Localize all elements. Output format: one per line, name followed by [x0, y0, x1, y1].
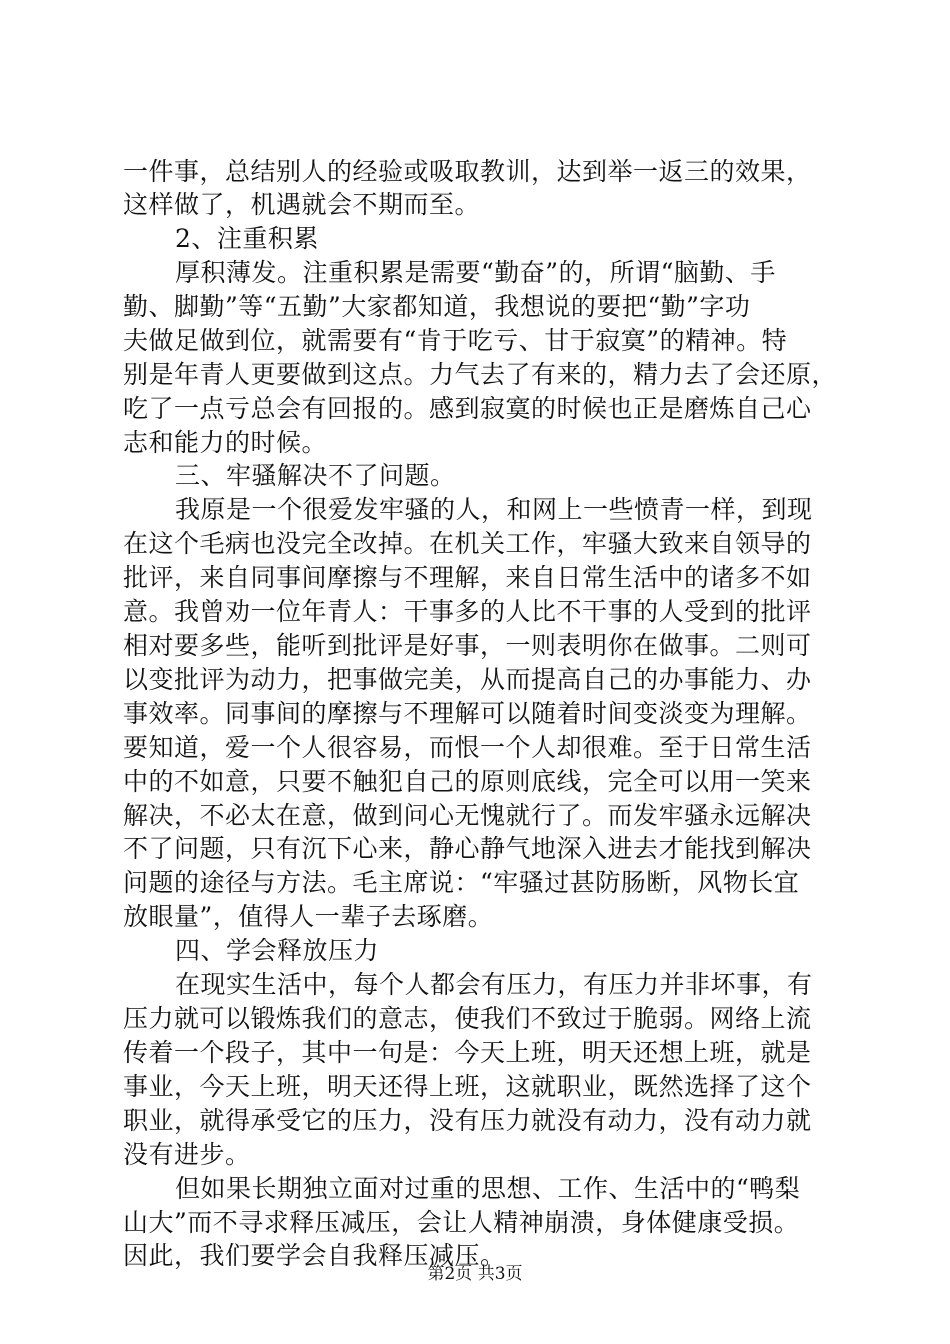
text-line: 压力就可以锻炼我们的意志，使我们不致过于脆弱。网络上流: [123, 1004, 812, 1033]
text-line: 问题的途径与方法。毛主席说：“牢骚过甚防肠断，风物长宜: [123, 868, 800, 897]
text-line: 这样做了，机遇就会不期而至。: [123, 190, 481, 219]
text-line: 解决，不必太在意，做到问心无愧就行了。而发牢骚永远解决: [123, 801, 812, 830]
text-line: 在现实生活中，每个人都会有压力，有压力并非坏事，有: [175, 970, 813, 999]
section-heading: 三、牢骚解决不了问题。: [175, 461, 456, 490]
text-line: 事效率。同事间的摩擦与不理解可以随着时间变淡变为理解。: [123, 699, 812, 728]
text-line: 相对要多些，能听到批评是好事，一则表明你在做事。二则可: [123, 631, 812, 660]
text-line: 勤、脚勤”等“五勤”大家都知道，我想说的要把“勤”字功: [123, 292, 751, 321]
text-line: 志和能力的时候。: [123, 428, 328, 457]
text-line: 厚积薄发。注重积累是需要“勤奋”的，所谓“脑勤、手: [175, 258, 776, 287]
section-heading: 四、学会释放压力: [175, 936, 380, 965]
text-line: 但如果长期独立面对过重的思想、工作、生活中的“鸭梨: [175, 1174, 801, 1203]
text-line: 夫做足做到位，就需要有“肯于吃亏、甘于寂寞”的精神。特: [123, 326, 788, 355]
text-line: 因此，我们要学会自我释压减压。: [123, 1241, 506, 1270]
text-line: 不了问题，只有沉下心来，静心静气地深入进去才能找到解决: [123, 834, 812, 863]
text-line: 吃了一点亏总会有回报的。感到寂寞的时候也正是磨炼自己心: [123, 394, 812, 423]
text-line: 职业，就得承受它的压力，没有压力就没有动力，没有动力就: [123, 1106, 812, 1135]
text-line: 放眼量”，值得人一辈子去琢磨。: [123, 902, 494, 931]
section-heading: 2、注重积累: [175, 224, 319, 253]
text-line: 中的不如意，只要不触犯自己的原则底线，完全可以用一笑来: [123, 767, 812, 796]
page-footer: 第2页 共3页: [427, 1264, 523, 1284]
text-line: 批评，来自同事间摩擦与不理解，来自日常生活中的诸多不如: [123, 563, 812, 592]
text-line: 没有进步。: [123, 1140, 251, 1169]
text-line: 别是年青人更要做到这点。力气去了有来的，精力去了会还原，: [123, 360, 838, 389]
text-line: 意。我曾劝一位年青人：干事多的人比不干事的人受到的批评: [123, 597, 812, 626]
text-line: 传着一个段子，其中一句是：今天上班，明天还想上班，就是: [123, 1038, 812, 1067]
text-line: 在这个毛病也没完全改掉。在机关工作，牢骚大致来自领导的: [123, 529, 812, 558]
text-line: 以变批评为动力，把事做完美，从而提高自己的办事能力、办: [123, 665, 812, 694]
text-line: 山大”而不寻求释压减压，会让人精神崩溃，身体健康受损。: [123, 1208, 800, 1237]
text-line: 一件事，总结别人的经验或吸取教训，达到举一返三的效果，: [123, 157, 812, 186]
text-line: 要知道，爱一个人很容易，而恨一个人却很难。至于日常生活: [123, 733, 812, 762]
text-line: 我原是一个很爱发牢骚的人，和网上一些愤青一样，到现: [175, 495, 813, 524]
text-line: 事业，今天上班，明天还得上班，这就职业，既然选择了这个: [123, 1072, 812, 1101]
